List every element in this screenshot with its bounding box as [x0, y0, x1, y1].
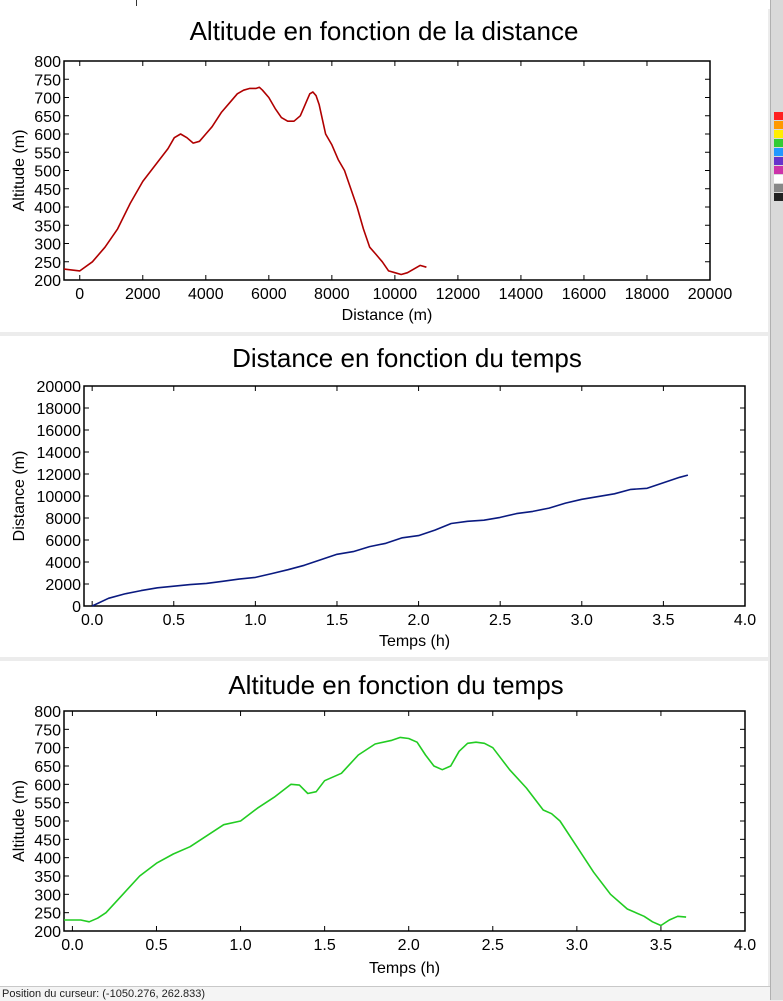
chart-altitude-temps	[0, 661, 768, 986]
palette-swatch[interactable]	[774, 121, 783, 129]
status-bar	[0, 986, 770, 1001]
x-tick-label: 2000	[124, 286, 161, 303]
y-tick-label: 250	[34, 905, 61, 923]
x-tick-label: 3.5	[652, 612, 675, 629]
plot-frame	[64, 61, 710, 280]
y-tick-label: 14000	[36, 445, 81, 462]
x-tick-label: 16000	[561, 286, 607, 303]
y-tick-label: 450	[34, 832, 61, 850]
y-tick-label: 6000	[45, 533, 81, 550]
x-tick-label: 4000	[188, 286, 224, 303]
y-axis-label: Altitude (m)	[11, 780, 28, 862]
y-axis-label: Distance (m)	[11, 450, 28, 542]
x-tick-label: 18000	[624, 286, 670, 303]
y-tick-label: 550	[34, 145, 61, 163]
x-tick-label: 3.0	[565, 937, 588, 954]
x-tick-label: 14000	[498, 286, 544, 303]
x-tick-label: 0.0	[61, 937, 84, 954]
y-tick-label: 600	[34, 127, 61, 144]
y-tick-label: 800	[34, 704, 61, 721]
y-tick-label: 700	[34, 90, 61, 108]
cursor-position-text: Position du curseur: (-1050.276, 262.833)	[2, 988, 206, 1000]
x-tick-label: 2.5	[481, 937, 504, 954]
x-tick-label: 0.5	[145, 937, 168, 954]
x-tick-label: 0.5	[162, 612, 185, 629]
y-tick-label: 750	[34, 722, 61, 740]
x-tick-label: 3.0	[570, 612, 593, 629]
chart-title: Distance en fonction du temps	[232, 343, 582, 373]
y-tick-label: 20000	[36, 379, 81, 396]
x-tick-label: 3.5	[649, 937, 673, 954]
y-tick-label: 300	[34, 887, 61, 905]
x-tick-label: 4.0	[733, 937, 757, 954]
x-tick-label: 4.0	[733, 612, 757, 629]
palette-swatch[interactable]	[774, 193, 783, 201]
palette-swatch[interactable]	[774, 130, 783, 138]
x-tick-label: 8000	[314, 286, 350, 303]
y-tick-label: 750	[34, 72, 61, 90]
y-tick-label: 8000	[45, 511, 81, 528]
plot-frame	[64, 711, 745, 931]
chart-altitude-distance	[0, 9, 768, 332]
y-tick-label: 16000	[36, 423, 81, 440]
panel-distance-temps	[0, 336, 768, 657]
series-line	[64, 737, 686, 925]
x-axis-label: Distance (m)	[341, 307, 433, 324]
y-tick-label: 650	[34, 759, 61, 776]
y-tick-label: 500	[34, 163, 61, 181]
palette-swatch[interactable]	[774, 112, 783, 120]
y-tick-label: 4000	[45, 555, 81, 572]
series-line	[92, 475, 688, 606]
y-tick-label: 500	[34, 814, 61, 831]
x-tick-label: 2.0	[397, 937, 420, 954]
y-tick-label: 18000	[36, 401, 81, 418]
y-tick-label: 2000	[45, 577, 81, 594]
y-tick-label: 550	[34, 795, 61, 813]
y-tick-label: 700	[34, 740, 61, 758]
y-tick-label: 350	[34, 869, 61, 886]
y-tick-label: 0	[72, 599, 81, 616]
x-tick-label: 10000	[372, 286, 418, 303]
x-tick-label: 12000	[435, 286, 481, 303]
x-tick-label: 0.0	[81, 612, 104, 629]
chart-distance-temps	[0, 336, 768, 657]
palette-swatch[interactable]	[774, 166, 783, 174]
y-tick-label: 10000	[36, 489, 81, 506]
x-tick-label: 1.5	[313, 937, 336, 954]
y-tick-label: 800	[34, 54, 61, 71]
y-tick-label: 600	[34, 777, 61, 795]
palette-swatch[interactable]	[774, 148, 783, 156]
panel-altitude-temps	[0, 661, 768, 986]
x-tick-label: 2.0	[407, 612, 430, 629]
chart-title: Altitude en fonction du temps	[228, 670, 564, 700]
y-tick-label: 350	[34, 218, 61, 236]
x-tick-label: 1.0	[244, 612, 267, 629]
x-axis-label: Temps (h)	[378, 633, 451, 650]
plot-frame	[84, 386, 745, 606]
x-tick-label: 6000	[251, 286, 287, 303]
x-tick-label: 1.5	[325, 612, 349, 629]
y-tick-label: 400	[34, 200, 61, 217]
palette-swatch[interactable]	[774, 184, 783, 192]
y-tick-label: 450	[34, 181, 61, 199]
y-tick-label: 400	[34, 850, 61, 868]
palette-swatch[interactable]	[774, 175, 783, 183]
y-tick-label: 300	[34, 236, 61, 254]
y-tick-label: 200	[34, 273, 61, 290]
palette-swatch[interactable]	[774, 139, 783, 147]
y-axis-label: Altitude (m)	[11, 129, 28, 212]
series-line	[64, 87, 426, 274]
chart-title: Altitude en fonction de la distance	[189, 16, 579, 46]
right-toolbar[interactable]	[770, 0, 783, 1000]
x-tick-label: 1.0	[229, 937, 252, 954]
y-tick-label: 250	[34, 254, 61, 272]
x-tick-label: 20000	[687, 286, 733, 303]
panel-altitude-distance	[0, 9, 768, 332]
x-tick-label: 2.5	[489, 612, 512, 629]
top-strip-marker	[136, 0, 137, 6]
y-tick-label: 12000	[36, 467, 81, 484]
top-strip	[0, 0, 770, 9]
y-tick-label: 200	[34, 924, 61, 941]
palette-swatch[interactable]	[774, 157, 783, 165]
y-tick-label: 650	[34, 108, 61, 126]
x-tick-label: 0	[75, 286, 85, 303]
x-axis-label: Temps (h)	[368, 960, 441, 977]
